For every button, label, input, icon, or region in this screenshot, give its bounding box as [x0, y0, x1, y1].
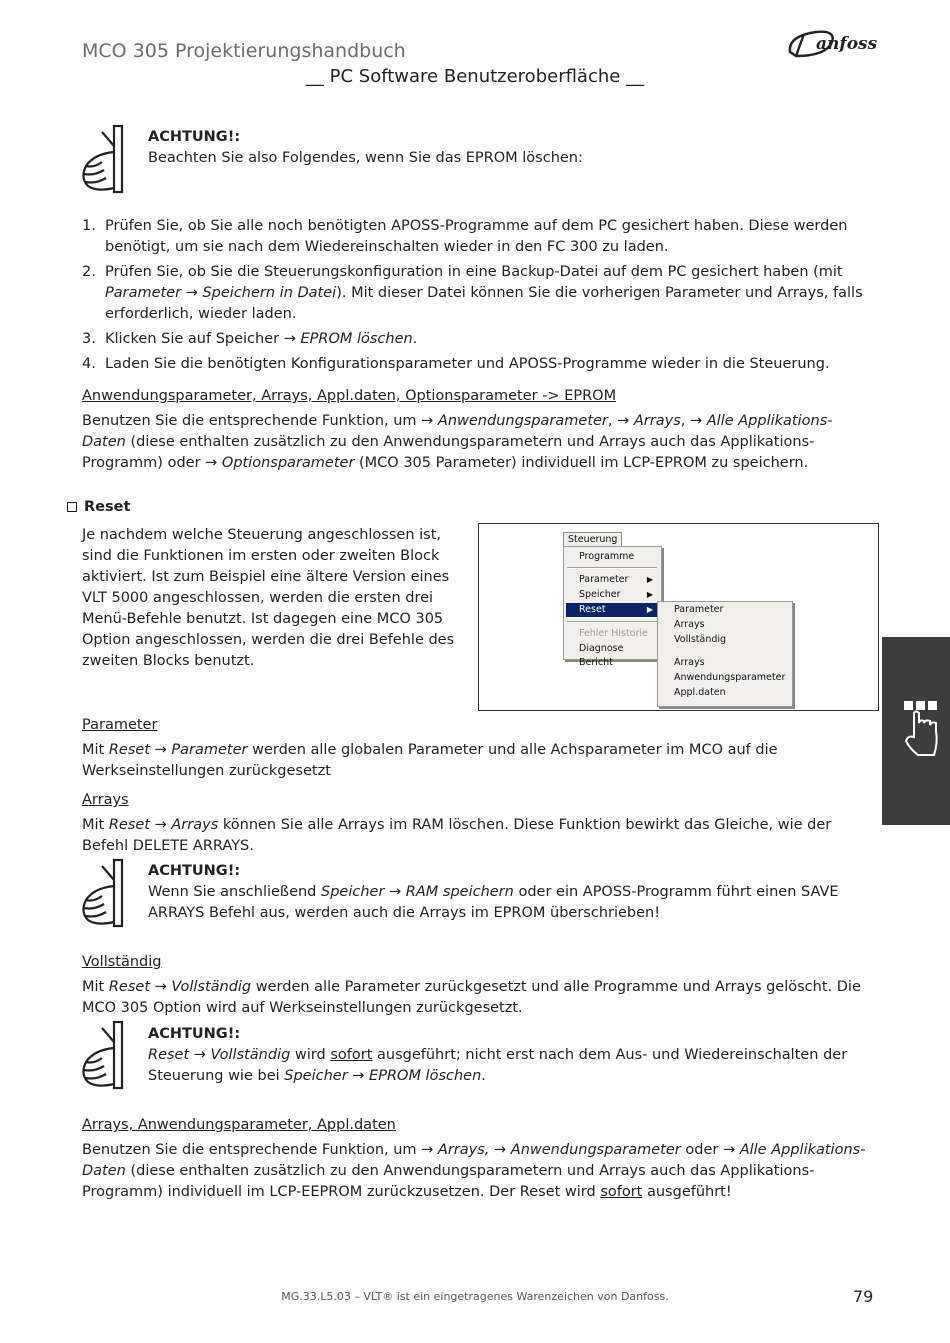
- checkbox-bullet-icon: [67, 502, 77, 512]
- vollstaendig-text: Mit Reset → Vollständig werden alle Parameter zurückgesetzt und alle Programme und Arrays gelöscht. Die MCO 305 Option wird auf Werkseinstellungen zurückgesetzt.: [82, 979, 861, 1016]
- list-item: 1. Prüfen Sie, ob Sie alle noch benötigten APOSS-Programme auf dem PC gesichert haben. Diese werden benötigt, um sie nach dem Wiedereinschalten wieder in den FC 300 zu laden.: [82, 218, 848, 255]
- submenu-item-anwendungsparameter[interactable]: Anwendungsparameter: [674, 672, 786, 683]
- parameter-text: Mit Reset → Parameter werden alle globalen Parameter und alle Achsparameter im MCO auf die Werkseinstellungen zurückgesetzt: [82, 742, 778, 779]
- submenu-arrow-icon: ▶: [646, 575, 653, 584]
- note-text: Reset → Vollständig wird sofort ausgeführt; nicht erst nach dem Aus- und Wiedereinschalten der Steuerung wie bei Speicher → EPROM löschen.: [148, 1047, 848, 1084]
- submenu-item-arrays[interactable]: Arrays: [674, 619, 705, 630]
- note-text: Beachten Sie also Folgendes, wenn Sie das EPROM löschen:: [148, 150, 583, 166]
- arrays-text: Mit Reset → Arrays können Sie alle Arrays im RAM löschen. Diese Funktion bewirkt das Gleiche, wie der Befehl DELETE ARRAYS.: [82, 817, 832, 854]
- menu-item-speicher[interactable]: Speicher ▶: [579, 589, 653, 600]
- menu-steuerung[interactable]: Steuerung: [563, 532, 622, 547]
- menu-item-diagnose-bericht[interactable]: Diagnose Bericht: [579, 643, 624, 668]
- submenu-arrow-icon: ▶: [646, 590, 653, 599]
- note-label: ACHTUNG!:: [148, 129, 241, 145]
- hand-warning-icon: [80, 858, 134, 928]
- svg-text:anfoss: anfoss: [816, 34, 878, 54]
- danfoss-logo: [786, 22, 890, 62]
- list-item: 4. Laden Sie die benötigten Konfigurationsparameter und APOSS-Programme wieder in die Steuerung.: [82, 356, 830, 372]
- submenu-item-parameter[interactable]: Parameter: [674, 604, 724, 615]
- reset-intro: Je nachdem welche Steuerung angeschlossen ist, sind die Funktionen im ersten oder zweiten Block aktiviert. Ist zum Beispiel eine ältere Version eines VLT 5000 angeschlossen, werden die ersten drei Menü-Befehle benutzt. Ist dagegen eine MCO 305 Option angeschlossen, werden die drei Befehle des zweiten Blocks benutzt.: [82, 527, 455, 669]
- steuerung-dropdown: [563, 546, 662, 668]
- pointing-hand-icon: [900, 699, 942, 759]
- parameter-heading: Parameter: [82, 717, 158, 733]
- submenu-item-arrays-2[interactable]: Arrays: [674, 657, 705, 668]
- note-text: Wenn Sie anschließend Speicher → RAM speichern oder ein APOSS-Programm führt einen SAVE ARRAYS Befehl aus, werden auch die Arrays im EPROM überschrieben!: [148, 884, 839, 921]
- vollstaendig-heading: Vollständig: [82, 954, 162, 970]
- section-subtitle: __ PC Software Benutzeroberfläche __: [305, 66, 645, 87]
- note-label: ACHTUNG!:: [148, 863, 241, 879]
- chapter-side-tab: [882, 637, 950, 825]
- menu-item-fehler-historie[interactable]: Fehler Historie: [579, 628, 648, 639]
- submenu-item-appl-daten[interactable]: Appl.daten: [674, 687, 726, 698]
- submenu-arrow-icon: ▶: [646, 605, 653, 614]
- hand-warning-icon: [80, 124, 134, 194]
- reset-heading: Reset: [84, 499, 131, 515]
- menu-item-parameter[interactable]: Parameter ▶: [579, 574, 653, 585]
- reset-section-paragraph: Benutzen Sie die entsprechende Funktion, um → Arrays, → Anwendungsparameter oder → Alle Applikations-Daten (diese enthalten zusätzlich zu den Anwendungsparametern und Arrays auch das Applikations-Programm) individuell im LCP-EEPROM zurückzusetzen. Der Reset wird sofort ausgeführt!: [82, 1142, 866, 1200]
- reset-section-heading: Arrays, Anwendungsparameter, Appl.daten: [82, 1117, 396, 1133]
- hand-warning-icon: [80, 1020, 134, 1090]
- menu-screenshot: [478, 523, 879, 711]
- eprom-heading: Anwendungsparameter, Arrays, Appl.daten, Optionsparameter -> EPROM: [82, 388, 617, 404]
- arrays-heading: Arrays: [82, 792, 129, 808]
- submenu-item-vollstaendig[interactable]: Vollständig: [674, 634, 727, 645]
- footer-text: MG.33.L5.03 – VLT® ist ein eingetragenes Warenzeichen von Danfoss.: [281, 1290, 669, 1303]
- note-label: ACHTUNG!:: [148, 1026, 241, 1042]
- menu-item-reset[interactable]: Reset ▶: [566, 603, 658, 617]
- menu-item-programme[interactable]: Programme: [579, 551, 635, 562]
- list-item: 2. Prüfen Sie, ob Sie die Steuerungskonfiguration in eine Backup-Datei auf dem PC gesichert haben (mit Parameter → Speichern in Datei). Mit dieser Datei können Sie die vorherigen Parameter und Arrays, falls erforderlich, wieder laden.: [82, 264, 863, 322]
- page-number: 79: [853, 1287, 874, 1306]
- steps-list: [82, 216, 877, 379]
- reset-submenu: [657, 601, 793, 707]
- list-item: 3. Klicken Sie auf Speicher → EPROM löschen.: [82, 331, 418, 347]
- document-title: MCO 305 Projektierungshandbuch: [82, 40, 406, 62]
- eprom-paragraph: Benutzen Sie die entsprechende Funktion, um → Anwendungsparameter, → Arrays, → Alle Applikations-Daten (diese enthalten zusätzlich zu den Anwendungsparametern und Arrays auch das Applikations-Programm) oder → Optionsparameter (MCO 305 Parameter) individuell im LCP-EPROM zu speichern.: [82, 413, 833, 471]
